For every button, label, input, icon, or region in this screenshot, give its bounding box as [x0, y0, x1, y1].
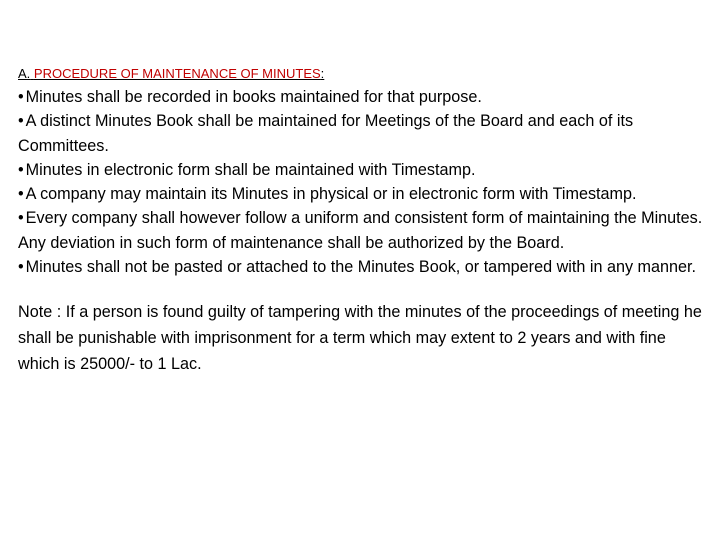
bullet-dot: • [18, 185, 24, 204]
bullet-text: Minutes shall be recorded in books maintained for that purpose. [25, 88, 482, 106]
note-separator: : [52, 303, 66, 322]
bullet-dot: • [18, 258, 24, 277]
bullet-text: A company may maintain its Minutes in physical or in electronic form with Timestamp. [25, 185, 637, 204]
bullet-list [18, 85, 708, 279]
bullet-text: Every company shall however follow a uniform and consistent form of maintaining the Minutes. Any deviation in such form of maintenance shall be authorized by the Board. [18, 209, 703, 252]
bullet-item [18, 182, 708, 206]
bullet-dot: • [18, 88, 24, 106]
bullet-dot: • [18, 160, 24, 179]
heading-title: PROCEDURE OF MAINTENANCE OF MINUTES [33, 66, 321, 81]
bullet-item [18, 158, 708, 182]
bullet-item [18, 109, 708, 158]
heading-prefix: A. [18, 66, 31, 81]
bullet-text: Minutes shall not be pasted or attached to the Minutes Book, or tampered with in any manner. [25, 258, 697, 277]
bullet-item [18, 255, 708, 279]
bullet-text: A distinct Minutes Book shall be maintained for Meetings of the Board and each of its Committees. [18, 112, 634, 155]
note-paragraph [18, 299, 708, 377]
heading-colon: : [320, 66, 325, 81]
section-heading [18, 63, 708, 85]
note-label: Note [18, 303, 53, 322]
bullet-dot: • [18, 209, 24, 228]
bullet-item [18, 206, 708, 255]
bullet-dot: • [18, 112, 24, 131]
slide-content [18, 63, 708, 377]
note-text: If a person is found guilty of tampering with the minutes of the proceedings of meeting he shall be punishable with imprisonment for a term which may extent to 2 years and with fine which is 25000/- to 1 Lac. [18, 303, 702, 374]
bullet-item [18, 85, 708, 109]
bullet-text: Minutes in electronic form shall be maintained with Timestamp. [25, 160, 476, 179]
